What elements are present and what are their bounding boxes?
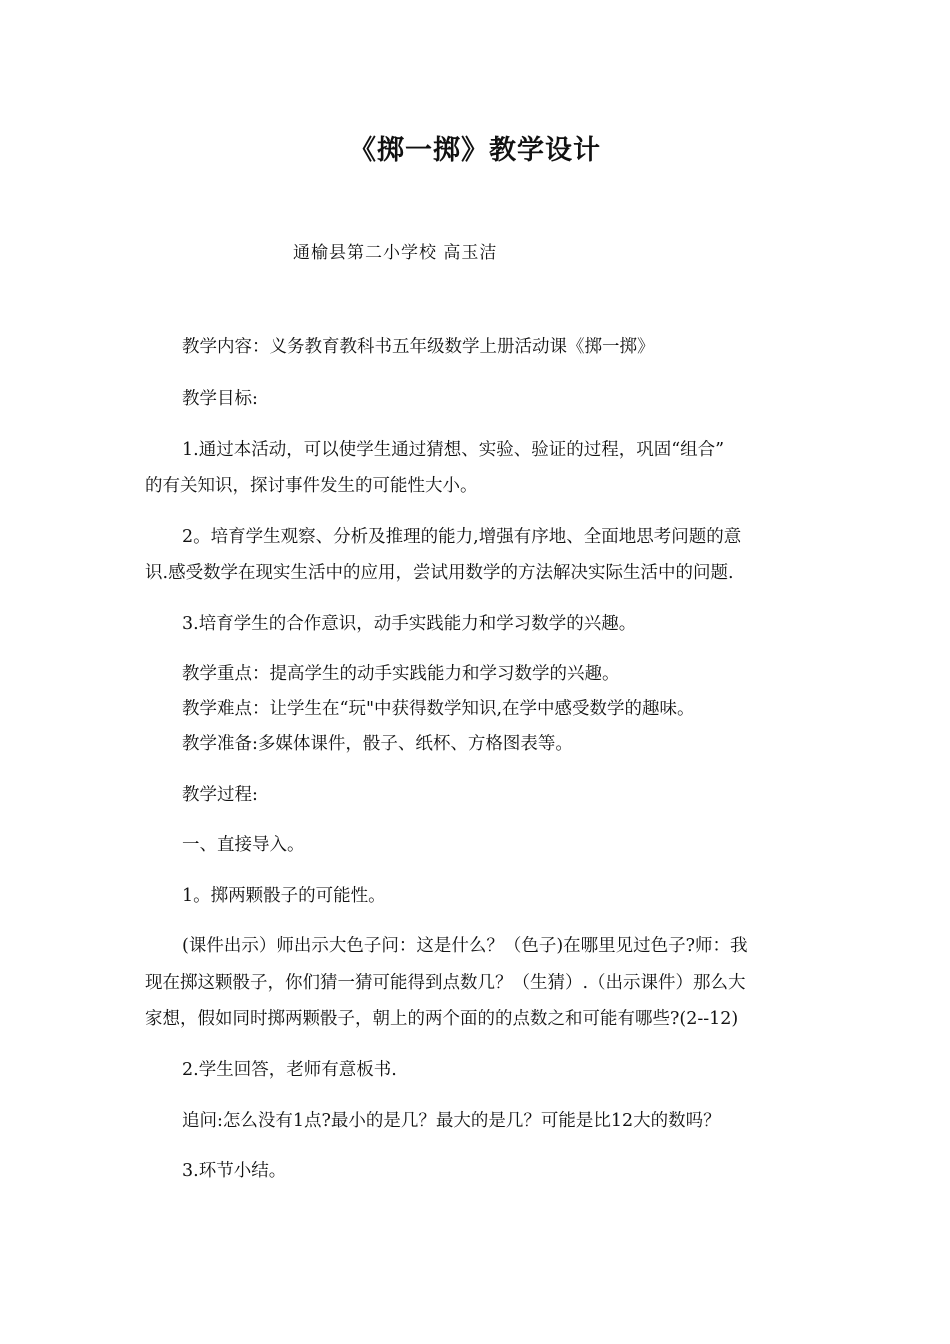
step-1: 1。掷两颗骰子的可能性。 [182,886,386,906]
teaching-content: 教学内容：义务教育教科书五年级数学上册活动课《掷一掷》 [182,337,655,357]
preparation: 教学准备:多媒体课件，骰子、纸杯、方格图表等。 [182,734,573,754]
paragraph-line-1: (课件出示）师出示大色子问：这是什么？（色子)在哪里见过色子?师：我 [182,936,748,956]
step-2: 2.学生回答，老师有意板书. [182,1060,397,1080]
objective-1-line-2: 的有关知识，探讨事件发生的可能性大小。 [145,476,478,496]
process-heading: 教学过程: [182,785,258,805]
key-point: 教学重点：提高学生的动手实践能力和学习数学的兴趣。 [182,664,620,684]
author-line: 通榆县第二小学校 高玉洁 [293,243,498,263]
objective-1-line-1: 1.通过本活动，可以使学生通过猜想、实验、验证的过程，巩固“组合” [182,440,725,460]
follow-up-question: 追问:怎么没有1点?最小的是几？最大的是几？可能是比12大的数吗？ [182,1111,721,1131]
objective-2-line-1: 2。培育学生观察、分析及推理的能力,增强有序地、全面地思考问题的意 [182,527,742,547]
difficult-point: 教学难点：让学生在“玩"中获得数学知识,在学中感受数学的趣味。 [182,699,695,719]
paragraph-line-3: 家想，假如同时掷两颗骰子，朝上的两个面的的点数之和可能有哪些?(2--12) [145,1009,739,1029]
objectives-heading: 教学目标: [182,389,258,409]
step-3: 3.环节小结。 [182,1161,287,1181]
objective-3: 3.培育学生的合作意识，动手实践能力和学习数学的兴趣。 [182,614,637,634]
paragraph-line-2: 现在掷这颗骰子，你们猜一猜可能得到点数几？（生猜）.（出示课件）那么大 [145,973,746,993]
document-title: 《掷一掷》教学设计 [349,135,601,166]
objective-2-line-2: 识.感受数学在现实生活中的应用，尝试用数学的方法解决实际生活中的问题. [145,563,734,583]
section-1-heading: 一、直接导入。 [182,835,305,855]
